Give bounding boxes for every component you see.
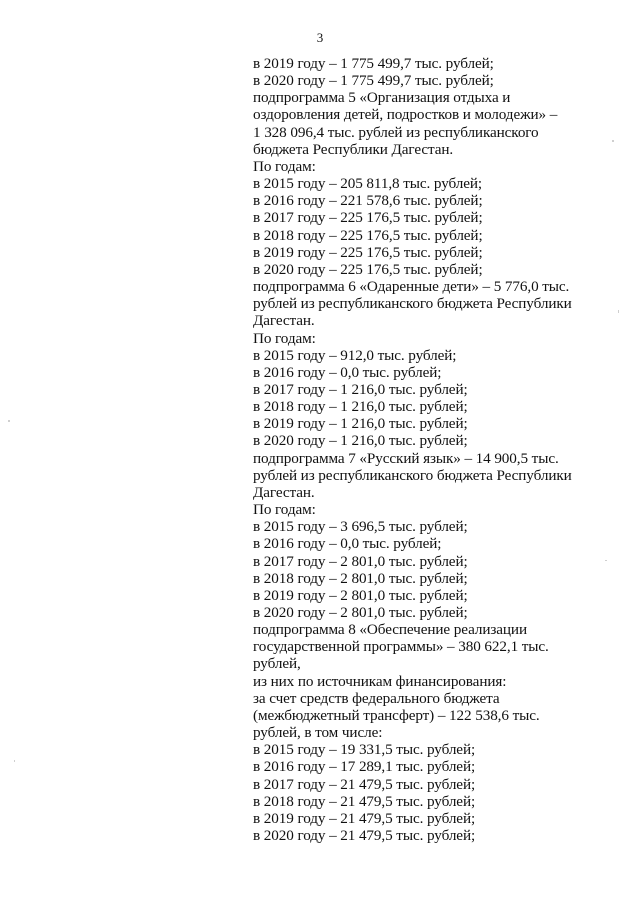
text-line: за счет средств федерального бюджета (253, 689, 500, 707)
scan-speck (8, 420, 10, 422)
text-line: в 2016 году – 17 289,1 тыс. рублей; (253, 758, 476, 776)
text-line: в 2017 году – 21 479,5 тыс. рублей; (253, 775, 476, 793)
text-line: в 2017 году – 225 176,5 тыс. рублей; (253, 209, 483, 227)
scan-speck (612, 140, 614, 142)
text-line: рублей, (253, 655, 301, 673)
text-line: рублей из республиканского бюджета Республики (253, 466, 572, 484)
text-line: в 2018 году – 1 216,0 тыс. рублей; (253, 398, 468, 416)
text-line: из них по источникам финансирования: (253, 672, 507, 690)
text-line: в 2015 году – 19 331,5 тыс. рублей; (253, 741, 476, 759)
text-line: в 2020 году – 2 801,0 тыс. рублей; (253, 604, 468, 621)
text-line: в 2019 году – 1 216,0 тыс. рублей; (253, 415, 468, 433)
text-line: в 2017 году – 1 216,0 тыс. рублей; (253, 380, 468, 398)
text-line: в 2015 году – 205 811,8 тыс. рублей; (253, 175, 483, 193)
text-line: в 2016 году – 221 578,6 тыс. рублей; (253, 192, 483, 210)
text-line: По годам: (253, 501, 316, 519)
text-line: оздоровления детей, подростков и молодежи» – (253, 106, 558, 124)
text-line: в 2016 году – 0,0 тыс. рублей; (253, 535, 442, 553)
text-line: в 2016 году – 0,0 тыс. рублей; (253, 363, 442, 381)
scan-speck (605, 560, 607, 561)
text-line: государственной программы» – 380 622,1 тыс. (253, 638, 549, 656)
text-line: в 2018 году – 225 176,5 тыс. рублей; (253, 226, 483, 244)
text-line: подпрограмма 5 «Организация отдыха и (253, 89, 511, 107)
text-line: в 2019 году – 2 801,0 тыс. рублей; (253, 586, 468, 604)
text-line: в 2020 году – 225 176,5 тыс. рублей; (253, 260, 483, 278)
text-line: (межбюджетный трансферт) – 122 538,6 тыс. (253, 706, 540, 724)
text-line: в 2015 году – 912,0 тыс. рублей; (253, 346, 457, 364)
text-line: По годам: (253, 157, 316, 175)
text-line: подпрограмма 7 «Русский язык» – 14 900,5 тыс. (253, 449, 559, 467)
text-line: Дагестан. (253, 312, 315, 330)
text-line: подпрограмма 6 «Одаренные дети» – 5 776,0 тыс. (253, 278, 570, 296)
text-line: в 2020 году – 1 775 499,7 тыс. рублей; (253, 72, 494, 90)
text-line: в 2019 году – 1 775 499,7 тыс. рублей; (253, 55, 494, 72)
text-line: По годам: (253, 329, 316, 347)
text-line: в 2017 году – 2 801,0 тыс. рублей; (253, 552, 468, 570)
text-line: рублей из республиканского бюджета Республики (253, 295, 572, 313)
text-line: в 2018 году – 2 801,0 тыс. рублей; (253, 569, 468, 587)
text-line: рублей, в том числе: (253, 724, 383, 742)
scan-speck (618, 310, 619, 313)
text-line: бюджета Республики Дагестан. (253, 140, 454, 158)
text-line: Дагестан. (253, 483, 315, 501)
scan-speck (14, 760, 15, 762)
text-line: подпрограмма 8 «Обеспечение реализации (253, 621, 527, 639)
text-line: в 2020 году – 1 216,0 тыс. рублей; (253, 432, 468, 450)
page-number: 3 (316, 30, 324, 45)
text-line: в 2019 году – 225 176,5 тыс. рублей; (253, 243, 483, 261)
text-line: в 2015 году – 3 696,5 тыс. рублей; (253, 518, 468, 536)
text-line: в 2020 году – 21 479,5 тыс. рублей; (253, 827, 476, 845)
text-line: 1 328 096,4 тыс. рублей из республиканского (253, 123, 539, 141)
text-line: в 2019 году – 21 479,5 тыс. рублей; (253, 809, 476, 827)
text-line: в 2018 году – 21 479,5 тыс. рублей; (253, 792, 476, 810)
document-body (253, 55, 593, 844)
